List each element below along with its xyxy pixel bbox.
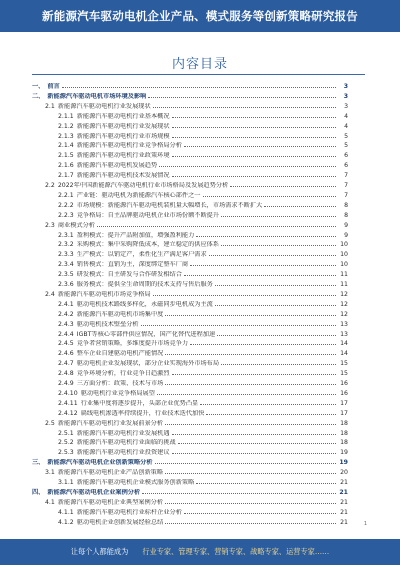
toc-leader-dots xyxy=(196,236,336,237)
toc-entry-page: 13 xyxy=(340,320,348,328)
toc-entry-page: 15 xyxy=(340,370,348,378)
toc-entry-number: 2.3.2 xyxy=(58,241,74,249)
toc-leader-dots xyxy=(209,255,336,256)
report-header xyxy=(0,0,400,32)
toc-entry-page: 12 xyxy=(340,310,348,318)
toc-entry-text: 盈利模式：提升产品附加值，增强盈利能力 xyxy=(76,231,195,239)
toc-leader-dots xyxy=(165,354,336,355)
toc-entry-page: 17 xyxy=(340,399,348,407)
toc-leader-dots xyxy=(165,523,336,524)
toc-entry-page: 16 xyxy=(340,380,348,387)
toc-leader-dots xyxy=(172,156,336,157)
toc-entry-page: 15 xyxy=(340,360,348,368)
toc-leader-dots xyxy=(62,87,336,88)
toc-entry-page: 16 xyxy=(340,389,348,397)
toc-leader-dots xyxy=(203,196,337,197)
toc-entry-page: 3 xyxy=(343,83,348,90)
toc-leader-dots xyxy=(165,315,336,316)
toc-entry-number: 2.4.9 xyxy=(58,380,74,387)
toc-entry-text: 新能源汽车驱动电机企业创新策略分析 xyxy=(47,459,153,467)
toc-leader-dots xyxy=(97,226,336,227)
toc-leader-dots xyxy=(217,335,336,336)
toc-entry-number: 2.3.3 xyxy=(58,251,74,259)
toc-leader-dots xyxy=(157,394,336,395)
toc-entry-page: 4 xyxy=(344,112,348,120)
toc-entry-number: 2.2 xyxy=(45,182,55,189)
toc-entry-page: 9 xyxy=(344,221,348,229)
toc-entry-number: 2.5 xyxy=(45,419,55,427)
toc-entry-number: 2.1.6 xyxy=(58,162,74,170)
toc-entry-text: 新能源汽车驱动电机企业产品创新策略 xyxy=(57,469,164,477)
toc-entry-text: 新能源汽车驱动电机行业发展前景分析 xyxy=(57,419,164,427)
toc-entry-text: 新能源汽车驱动电机行业标杆企业分析 xyxy=(76,508,182,516)
toc-leader-dots xyxy=(141,325,336,326)
report-title: 新能源汽车驱动电机企业产品、模式服务等创新策略研究报告 xyxy=(42,9,358,23)
toc-entry-number: 2.1.5 xyxy=(58,152,74,160)
toc-entry-text: 新能源汽车驱动电机市场集中度 xyxy=(76,310,164,318)
toc-entry-page: 7 xyxy=(344,191,348,199)
toc-entry-number: 2.2.1 xyxy=(58,191,74,199)
toc-entry-number: 2.3.4 xyxy=(58,261,74,269)
toc-entry-page: 13 xyxy=(340,330,348,338)
toc-entry-page: 8 xyxy=(344,211,348,219)
toc-entry-text: 新能源汽车驱动电机企业案例分析 xyxy=(47,488,141,496)
toc-leader-dots xyxy=(184,275,336,276)
toc-entry-page: 5 xyxy=(344,132,348,140)
toc-entry-text: 驱动电机技术路线多样化，永磁同步电机成为主流 xyxy=(76,300,213,308)
toc-leader-dots xyxy=(172,374,336,375)
toc-entry-number: 2.3 xyxy=(45,221,55,229)
toc-entry-text: 新能源汽车驱动电机发展趋势 xyxy=(76,162,158,170)
toc-entry-page: 17 xyxy=(340,409,348,417)
toc-entry-page: 20 xyxy=(340,469,348,477)
toc-entry-page: 21 xyxy=(339,488,348,496)
toc-leader-dots xyxy=(190,344,336,345)
toc-entry-text: 采购模式：集中采购降低成本，建立稳定的供应体系 xyxy=(76,241,220,249)
toc-entry-number: 2.1.7 xyxy=(58,172,74,180)
toc-leader-dots xyxy=(230,186,336,187)
toc-entry-number: 2.2.2 xyxy=(58,201,74,209)
toc-entry-page: 12 xyxy=(340,300,348,308)
toc-entry-text: 竞争格局：自主品牌驱动电机企业市场份额不断提升 xyxy=(76,211,220,219)
toc-entry-page: 18 xyxy=(340,439,348,447)
toc-entry-page: 10 xyxy=(340,241,348,249)
toc-entry-page: 18 xyxy=(340,429,348,437)
toc-entry-text: 三方面分析：政策、技术与市场 xyxy=(76,380,164,387)
toc-entry-text: 驱动电机技术壁垒分析 xyxy=(76,320,139,328)
toc-leader-dots xyxy=(165,473,336,474)
toc-entry-number: 3.1 xyxy=(45,469,55,477)
toc-title: 内容目录 xyxy=(171,57,228,72)
toc-entry-page: 21 xyxy=(340,518,348,526)
toc-entry-number: 2.4.6 xyxy=(58,350,74,358)
toc-entry-page: 21 xyxy=(340,508,348,516)
toc-entry-number: 2.1.4 xyxy=(58,142,74,150)
toc-entry-text: 产业链：驱动电机为新能源汽车核心部件之一 xyxy=(76,191,201,199)
toc-entry-number: 2.1.3 xyxy=(58,132,74,140)
toc-leader-dots xyxy=(165,384,336,385)
toc-entry-text: 商业模式分析 xyxy=(57,221,95,229)
toc-entry-text: 生产模式：以销定产，柔性化生产满足客户需求 xyxy=(76,251,207,259)
toc-entry-page: 11 xyxy=(340,281,348,288)
toc-entry-number: 2.2.3 xyxy=(58,211,74,219)
toc-entry-text: 整车企业自建驱动电机产能情况 xyxy=(76,350,164,358)
toc-leader-dots xyxy=(142,493,336,494)
toc-entry-page: 9 xyxy=(344,231,348,239)
toc-leader-dots xyxy=(190,265,336,266)
toc-entry-page: 14 xyxy=(340,340,348,348)
toc-leader-dots xyxy=(264,206,336,207)
toc-entry-text: 行业集中度将逐步提升，头部企业优势凸显 xyxy=(80,399,199,407)
toc-entry-number: 2.4.12 xyxy=(58,409,78,417)
toc-entry-page: 21 xyxy=(340,479,348,486)
toc-leader-dots xyxy=(221,245,336,246)
toc-entry-text: 扁线电机渗透率持续提升，行业技术迭代加快 xyxy=(80,409,205,417)
toc-leader-dots xyxy=(196,483,336,484)
toc-entry-page: 3 xyxy=(343,92,348,100)
toc-entry-number: 2.4.11 xyxy=(58,399,78,407)
toc-entry-page: 21 xyxy=(340,498,348,506)
toc-entry-text: 竞争者营销策略，多维度提升市场竞争力 xyxy=(76,340,189,348)
toc-entry-page: 10 xyxy=(340,261,348,269)
toc-leader-dots xyxy=(155,463,336,464)
toc-entry-text: 驱动电机企业发展现状，部分企业实现海外市场布局 xyxy=(76,360,220,368)
toc-leader-dots xyxy=(165,424,336,425)
toc-entry-page: 7 xyxy=(344,172,348,180)
toc-entry-number: 2.5.1 xyxy=(58,429,74,437)
toc-entry-number: 2.4.7 xyxy=(58,360,74,368)
toc-entry-number: 二、 xyxy=(32,92,45,100)
toc-entry-number: 2.4.1 xyxy=(58,300,74,308)
toc-entry-page: 3 xyxy=(344,102,348,110)
toc-entry-page: 19 xyxy=(340,449,348,457)
toc-entry-page: 5 xyxy=(344,142,348,150)
toc-entry-page: 14 xyxy=(340,350,348,358)
toc-leader-dots xyxy=(172,176,336,177)
toc-leader-dots xyxy=(172,127,336,128)
toc-entry-number: 2.3.5 xyxy=(58,271,74,279)
toc-leader-dots xyxy=(148,97,336,98)
toc-leader-dots xyxy=(172,453,336,454)
toc-entry-page: 8 xyxy=(344,201,348,209)
toc-entry-text: 驱动电机企业创新发展经验总结 xyxy=(76,518,164,526)
toc-leader-dots xyxy=(165,503,336,504)
toc-leader-dots xyxy=(153,295,336,296)
toc-entry-text: 新能源汽车驱动电机行业政策环境 xyxy=(76,152,170,160)
toc-entry-text: 新能源汽车驱动电机企业模式服务创新策略 xyxy=(76,479,195,486)
toc-entry-page: 12 xyxy=(340,290,348,298)
toc-leader-dots xyxy=(184,513,336,514)
toc-entry-text: 新能源汽车驱动电机行业竞争格局分析 xyxy=(76,142,182,150)
page-number: 1 xyxy=(363,521,367,527)
toc-entry-page: 6 xyxy=(344,162,348,170)
toc-entry-number: 四、 xyxy=(32,488,45,496)
toc-entry-text: 新能源汽车驱动电机行业投资建议 xyxy=(76,449,170,457)
toc-entry-number: 2.4.8 xyxy=(58,370,74,378)
toc-entry-number: 2.3.6 xyxy=(58,281,74,288)
toc-entry-number: 三、 xyxy=(32,459,45,467)
toc-entry-page: 19 xyxy=(339,459,348,467)
toc-leader-dots xyxy=(159,166,336,167)
toc-entry-number: 一、 xyxy=(32,83,45,90)
toc-entry-text: 新能源汽车驱动电机行业发展现状 xyxy=(57,102,151,110)
footer-slogan: 让每个人都能成为 xyxy=(70,547,129,556)
toc-entry-text: 服务模式：提供全生命周期的技术支持与售后服务 xyxy=(76,281,213,288)
toc-leader-dots xyxy=(221,216,336,217)
toc-leader-dots xyxy=(221,364,336,365)
toc-entry-page: 11 xyxy=(340,271,348,279)
toc-entry-text: 市场规模：新能源汽车驱动电机装机量大幅增长，市场需求不断扩大 xyxy=(76,201,263,209)
toc-entry-text: 销售模式：直销为主，深度绑定整车厂商 xyxy=(76,261,189,269)
toc-leader-dots xyxy=(172,137,336,138)
toc-entry-number: 4.1.2 xyxy=(58,518,74,526)
footer-banner xyxy=(0,539,400,565)
toc-entry-text: 新能源汽车驱动电机行业市场规模 xyxy=(76,132,170,140)
toc-entry-number: 4.1.1 xyxy=(58,508,74,516)
toc-entry-number: 2.5.3 xyxy=(58,449,74,457)
toc-leader-dots xyxy=(200,404,336,405)
toc-entry-text: 前言 xyxy=(47,83,60,90)
toc-entry-text: 新能源汽车驱动电机市场竞争格局 xyxy=(57,290,151,298)
toc-entry-number: 2.3.1 xyxy=(58,231,74,239)
toc-entry-text: 竞争环境分析，行业竞争日趋激烈 xyxy=(76,370,170,378)
toc-entry-number: 2.4.10 xyxy=(58,389,78,397)
toc-entry-number: 2.1.1 xyxy=(58,112,74,120)
toc-entry-text: 新能源汽车驱动电机行业发展现状 xyxy=(76,122,170,130)
toc-leader-dots xyxy=(206,414,336,415)
toc-entry-text: 新能源汽车驱动电机行业基本概况 xyxy=(76,112,170,120)
toc-entry-page: 6 xyxy=(344,152,348,160)
toc-entry-number: 2.5.2 xyxy=(58,439,74,447)
toc-entry-number: 3.1.1 xyxy=(58,479,74,486)
toc-entry-text: 新能源汽车驱动电机企业典型案例分析 xyxy=(57,498,164,506)
toc-entry-number: 2.4.2 xyxy=(58,310,74,318)
toc-entry-text: 新能源汽车驱动电机行业面临的挑战 xyxy=(76,439,176,447)
toc-entry-number: 2.4.4 xyxy=(58,330,74,338)
toc-entry-number: 4.1 xyxy=(45,498,55,506)
toc-entry-page: 10 xyxy=(340,251,348,259)
toc-leader-dots xyxy=(172,434,336,435)
toc-entry-text: 新能源汽车驱动电机技术发展情况 xyxy=(76,172,170,180)
toc-leader-dots xyxy=(215,305,336,306)
toc-leader-dots xyxy=(178,443,336,444)
toc-entry-page: 7 xyxy=(344,182,348,189)
toc-entry-text: 新能源汽车驱动电机行业发展机遇 xyxy=(76,429,170,437)
toc-entry-number: 2.4.5 xyxy=(58,340,74,348)
toc-leader-dots xyxy=(215,285,336,286)
toc-entry[interactable] xyxy=(58,515,348,526)
toc-entry-text: IGBT等核心零部件供应情况，国产化替代进程加速 xyxy=(76,330,216,338)
toc-leader-dots xyxy=(153,107,336,108)
toc-entry-page: 18 xyxy=(340,419,348,427)
toc-entry-number: 2.4 xyxy=(45,290,55,298)
toc-entry-number: 2.1 xyxy=(45,102,55,110)
footer-tagline: 行业专家、管理专家、营销专家、战略专家、运营专家…… xyxy=(142,547,330,556)
toc-leader-dots xyxy=(172,117,336,118)
toc-entry-text: 研发模式：自主研发与合作研发相结合 xyxy=(76,271,182,279)
title-divider xyxy=(32,74,365,75)
toc-entry-number: 2.4.3 xyxy=(58,320,74,328)
toc-leader-dots xyxy=(184,146,336,147)
toc-entry-text: 新能源汽车驱动电机市场环境及影响 xyxy=(47,92,147,100)
toc-entry-number: 2.1.2 xyxy=(58,122,74,130)
toc-entry-text: 驱动电机行业竞争格局展望 xyxy=(80,389,155,397)
toc-entry-page: 4 xyxy=(344,122,348,130)
toc-entry-text: 2022年中国新能源汽车驱动电机行业市场格局及发展趋势分析 xyxy=(57,182,229,189)
